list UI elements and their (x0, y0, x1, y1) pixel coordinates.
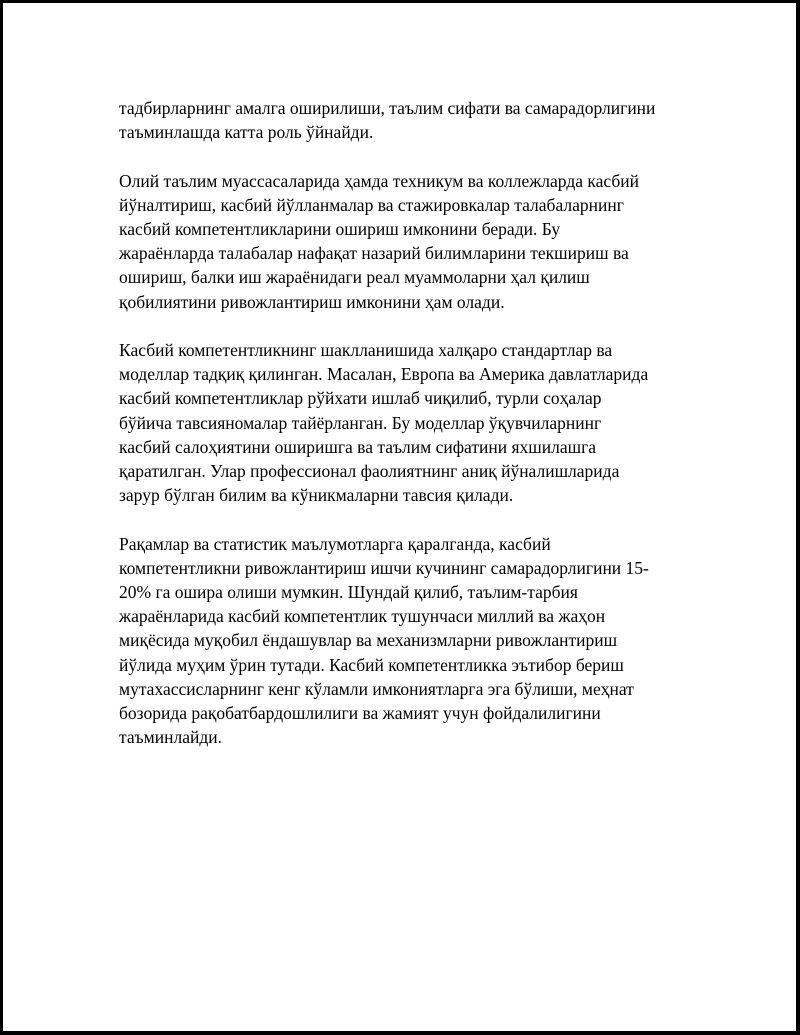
text-line: миқёсида муқобил ёндашувлар ва механизмларни ривожлантириш (119, 630, 618, 651)
text-line: Касбий компетентликнинг шаклланишида халқаро стандартлар ва (119, 340, 613, 360)
paragraph-4 (119, 532, 689, 750)
text-line: йўналтириш, касбий йўлланмалар ва стажировкалар талабаларнинг (119, 194, 624, 215)
text-line: 20% га ошира олиши мумкин. Шундай қилиб, таълим-тарбия (119, 582, 578, 603)
paragraph-1 (119, 96, 689, 144)
text-line: касбий компетентликлар рўйхати ишлаб чиқилиб, турли соҳалар (119, 388, 602, 409)
text-line: бўйича тавсияномалар тайёрланган. Бу моделлар ўқувчиларнинг (119, 412, 602, 433)
text-line: Рақамлар ва статистик маълумотларга қаралганда, касбий (119, 533, 551, 554)
text-line: ошириш, балки иш жараёнидаги реал муаммоларни ҳал қилиш (119, 267, 590, 288)
text-line: йўлида муҳим ўрин тутади. Касбий компетентликка эътибор бериш (119, 654, 624, 675)
text-line: мутахассисларнинг кенг кўламли имкониятларга эга бўлиши, меҳнат (119, 678, 634, 699)
paragraph-3 (119, 338, 689, 507)
text-line: қаратилган. Улар профессионал фаолиятнинг аниқ йўналишларида (119, 461, 620, 482)
text-line: моделлар тадқиқ қилинган. Масалан, Европа ва Америка давлатларида (119, 364, 649, 385)
text-line: касбий салоҳиятини оширишга ва таълим сифатини яхшилашга (119, 436, 597, 457)
text-line: жараёнларида касбий компетентлик тушунчаси миллий ва жаҳон (119, 606, 606, 627)
text-line: қобилиятини ривожлантириш имконини ҳам олади. (119, 291, 505, 312)
document-body (119, 96, 689, 774)
text-line: таъминлашда катта роль ўйнайди. (119, 122, 374, 143)
text-line: тадбирларнинг амалга оширилиши, таълим сифати ва самарадорлигини (119, 98, 656, 118)
text-line: таъминлайди. (119, 727, 222, 748)
text-line: Олий таълим муассасаларида ҳамда техникум ва коллежларда касбий (119, 170, 639, 191)
text-line: касбий компетентликларини ошириш имконини беради. Бу (119, 219, 561, 239)
paragraph-2 (119, 169, 689, 314)
text-line: бозорида рақобатбардошлилиги ва жамият учун фойдалилигини (119, 703, 601, 724)
text-line: жараёнларда талабалар нафақат назарий билимларини текшириш ва (119, 243, 629, 264)
text-line: компетентликни ривожлантириш ишчи кучининг самарадорлигини 15- (119, 557, 649, 578)
text-line: зарур бўлган билим ва кўникмаларни тавсия қилади. (119, 485, 514, 506)
